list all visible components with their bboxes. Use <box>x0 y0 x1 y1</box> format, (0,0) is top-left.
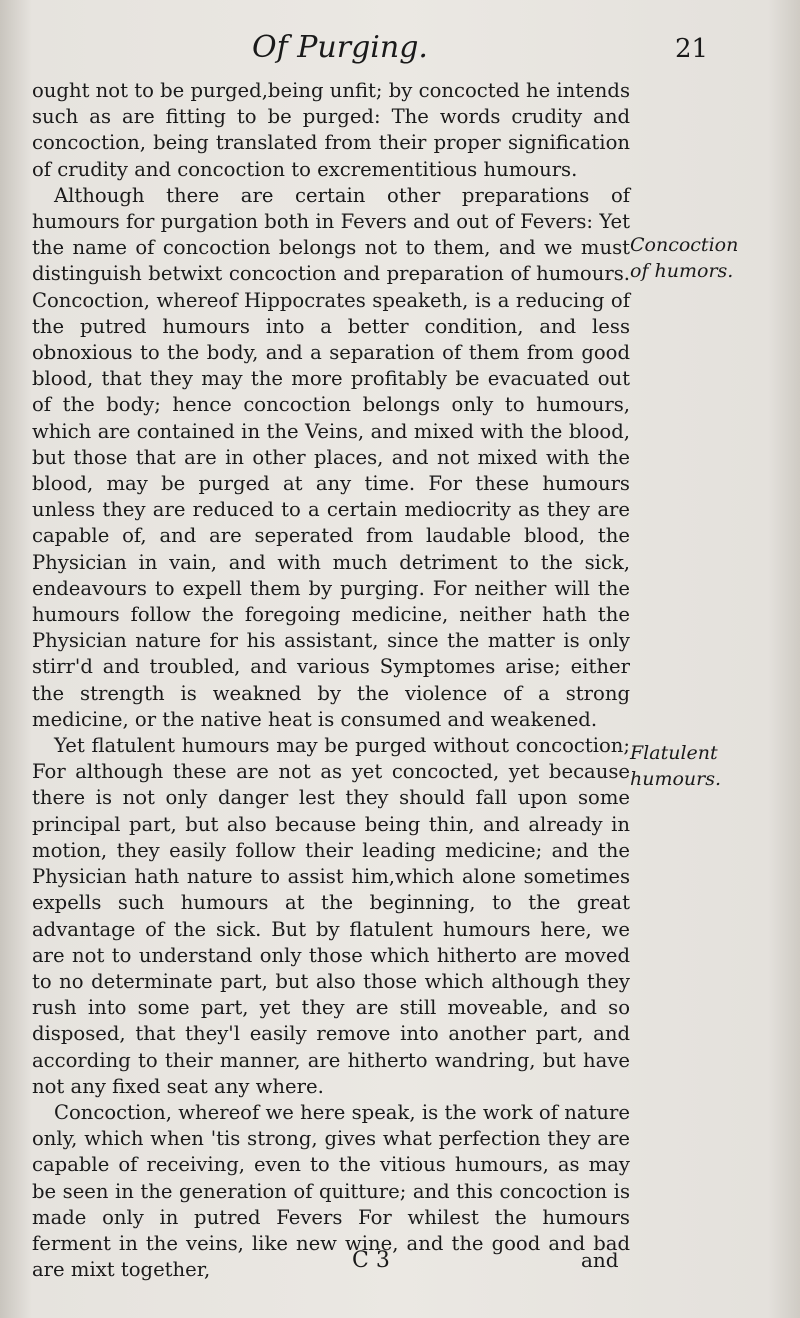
catchword: and <box>581 1248 619 1272</box>
page-number: 21 <box>675 34 709 64</box>
signature-mark: C 3 <box>352 1248 390 1273</box>
marginal-note-concoction <box>630 232 790 284</box>
paragraph-3: Yet flatulent humours may be purged without concoction; For although these are not as yet concocted, yet because there is not only danger lest they should fall upon some principal part, but also because being thin, and already in motion, they easily follow their leading medicine; and the Physician hath nature to assist him,which alone sometimes expells such humours at the beginning, to the great advantage of the sick. But by flatulent humours here, we are not to understand only those which hitherto are moved to no determinate part, but also those which although they rush into some part, yet they are still moveable, and so disposed, that they'l easily remove into another part, and according to their manner, are hitherto wandring, but have not any fixed seat any where. <box>32 734 630 1098</box>
running-head: Of Purging. <box>252 30 428 65</box>
paragraph-2: Although there are certain other preparations of humours for purgation both in Fevers and out of Fevers: Yet the name of concoction belongs not to them, and we must distinguish betwixt concoction and preparation of humours. Concoction, whereof Hippocrates speaketh, is a reducing of the putred humours into a better condition, and less obnoxious to the body, and a separation of them from good blood, that they may the more profitably be evacuated out of the body; hence concoction belongs only to humours, which are contained in the Veins, and mixed with the blood, but those that are in other places, and not mixed with the blood, may be purged at any time. For these humours unless they are reduced to a certain mediocrity as they are capable of, and are seperated from laudable blood, the Physician in vain, and with much detriment to the sick, endeavours to expell them by purging. For neither will the humours follow the foregoing medicine, neither hath the Physician nature for his assistant, since the matter is only stirr'd and troubled, and various Symptomes arise; either the strength is weakned by the violence of a strong medicine, or the native heat is consumed and weakened. <box>32 183 630 731</box>
marginal-note-flatulent <box>630 740 790 792</box>
marginal-note-line: of humors. <box>630 260 734 282</box>
marginal-note-line: humours. <box>630 768 722 790</box>
body-text <box>32 78 630 1283</box>
marginal-note-line: Flatulent <box>630 742 718 764</box>
paragraph-4: Concoction, whereof we here speak, is the work of nature only, which when 'tis strong, gives what perfection they are capable of receiving, even to the vitious humours, as may be seen in the generation of quitture; and this concoction is made only in putred Fevers For whilest the humours ferment in the veins, like new wine, and the good and bad are mixt together, <box>32 1100 630 1282</box>
paragraph-1: ought not to be purged,being unfit; by concocted he intends such as are fitting to be purged: The words crudity and concoction, being translated from their proper signification of crudity and concoction to excrementitious humours. <box>32 79 630 181</box>
marginal-note-line: Concoction <box>630 234 739 256</box>
